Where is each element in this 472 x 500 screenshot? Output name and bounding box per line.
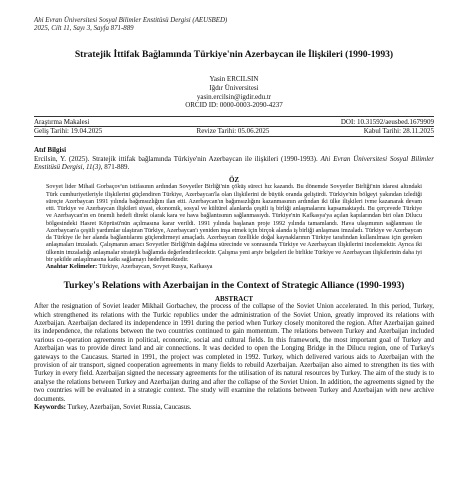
article-title-turkish: Stratejik İttifak Bağlamında Türkiye'nin Azerbaycan ile İlişkileri (1990-1993): [74, 49, 394, 61]
oz-keywords-label: Anahtar Kelimeler:: [46, 264, 98, 271]
article-meta-table: [34, 116, 434, 137]
citation-heading: Atıf Bilgisi: [34, 145, 67, 154]
journal-issue: 2025, Cilt 11, Sayı 3, Sayfa 871-889: [34, 25, 134, 33]
citation-journal: Ahi Evran Üniversitesi Sosyal Bilimler Enstitüsü Dergisi, 11(3): [34, 154, 434, 172]
meta-row-type-doi: [34, 117, 434, 128]
citation-text: [34, 155, 434, 172]
abstract-keywords: [34, 404, 434, 412]
article-type: Araştırma Makalesi: [34, 117, 90, 126]
author-name: Yasin ERCILSIN: [209, 75, 259, 84]
citation-plain: Ercilsin, Y. (2025). Stratejik ittifak bağlamında Türkiye'nin Azerbaycan ile ilişkileri (1990-1993).: [34, 154, 321, 163]
journal-name: Ahi Evran Üniversitesi Sosyal Bilimler Enstitüsü Dergisi (AEUSBED): [34, 17, 228, 24]
received-date: Geliş Tarihi: 19.04.2025: [34, 127, 103, 136]
author-block: [34, 75, 434, 109]
accepted-date: Kabul Tarihi: 28.11.2025: [363, 127, 434, 136]
abstract-keywords-label: Keywords:: [34, 403, 66, 411]
oz-keywords: [34, 264, 434, 271]
abstract-text: After the resignation of Soviet leader Mikhail Gorbachev, the process of the collapse of the Soviet Union accelerated. In this period, Turkey, which strengthened its relations with the Turkic republics under the administration of the Soviet Union, greatly improved its relations with Azerbaijan. Azerbaijan declared its independence in 1991 during the period when Turkey closely monitored the region. After Azerbaijan gained its independence, the relations between the two countries continued to gain momentum. The relations between Turkey and Azerbaijan included various co-operation agreements in political, economic, social and cultural fields. In this framework, the most important goal of Turkey and Azerbaijan was to provide direct land and air connections. It was decided to open the Longing Bridge in the Dilucu region, one of Turkey's gateways to the Caucasus. Started in 1991, the project was completed in 1992. Turkey, which delivered various aids to Azerbaijan with the provision of air transport, signed cooperation agreements in many fields to rebuild Azerbaijan. Azerbaijan also aimed to strengthen its ties with Turkey in every field. Azerbaijan signed the necessary agreements for the utilisation of its natural resources by Turkey. The aim of the study is to analyse the relations between Turkey and Azerbaijan during and after the collapse of the Soviet Union. In addition, the agreements signed by the two countries will be evaluated in a strategic context. The study will examine the relations between Turkey and Azerbaijan with new archive documents.: [34, 303, 434, 403]
author-affiliation: Iğdır Üniversitesi: [209, 84, 259, 92]
revised-date: Revize Tarihi: 05.06.2025: [196, 127, 270, 136]
author-email[interactable]: yasin.ercilsin@igdir.edu.tr: [196, 92, 272, 101]
journal-header: [34, 0, 434, 33]
abstract-keywords-list: Turkey, Azerbaijan, Soviet Russia, Caucasus.: [65, 403, 192, 411]
meta-row-dates: [34, 127, 434, 137]
oz-keywords-list: Türkiye, Azerbaycan, Sovyet Rusya, Kafkasya: [97, 264, 213, 271]
author-orcid[interactable]: ORCID ID: 0000-0003-2090-4237: [185, 101, 283, 110]
citation-pages: , 871-889.: [100, 163, 130, 172]
oz-heading: ÖZ: [228, 175, 240, 184]
abstract-heading: ABSTRACT: [214, 294, 254, 303]
article-title-english: Turkey's Relations with Azerbaijan in the Context of Strategic Alliance (1990-1993): [63, 279, 405, 291]
oz-text: Sovyet lider Mihail Gorbaçov'un istifasının ardından Sovyetler Birliği'nin çöküş süreci hız kazandı. Bu dönemde Sovyetler Birliği'nin idaresi altındaki Türk cumhuriyetleriyle ilişkilerini güçlendiren Türkiye, Azerbaycan'la olan ilişkilerini de büyük oranda geliştirdi. Türkiye'nin bölgeyi yakından izlediği süreçte Azerbaycan 1991 yılında bağımsızlığını ilan etti. Azerbaycan'ın bağımsızlığını kazanmasının ardından iki ülke ilişkileri ivme kazanarak devam etti. Türkiye ve Azerbaycan ilişkileri siyasi, ekonomik, sosyal ve kültürel alanlarda çeşitli iş birliği anlaşmalarını kapsamaktaydı. Bu çerçevede Türkiye ve Azerbaycan'ın en önemli hedefi direkt olarak kara ve hava bağlantısının sağlanmasıydı. Türkiye'nin Kafkasya'ya açılan kapılarından biri olan Dilucu bölgesindeki Hasret Köprüsü'nün açılmasına karar verildi. 1991 yılında başlanan proje 1992 yılında tamamlandı. Hava ulaşımının sağlanması ile Azerbaycan'a çeşitli yardımlar ulaştıran Türkiye, Azerbaycan'ı yeniden inşa etmek için birçok alanda iş birliği anlaşması imzaladı. Türkiye ve Azerbaycan da Türkiye ile her alanda bağlantılarını güçlendirmeyi amaçladı. Azerbaycan özellikle doğal kaynaklarının Türkiye tarafından kullanılması için gereken anlaşmaları imzaladı. Çalışmanın amacı Sovyetler Birliği'nin dağılma sürecinde ve sonrasında Türkiye ve Azerbaycan ilişkilerini incelemektir. Ayrıca iki ülkenin imzaladığı anlaşmalar stratejik bağlamda değerlendirilecektir. Çalışma yeni arşiv belgeleri ile birlikte Türkiye ve Azerbaycan ilişkilerinin daha iyi bir şekilde anlaşılmasına katkı sağlamayı hedeflemektedir.: [46, 184, 422, 263]
article-doi[interactable]: DOI: 10.31592/aeusbed.1679909: [340, 117, 434, 126]
